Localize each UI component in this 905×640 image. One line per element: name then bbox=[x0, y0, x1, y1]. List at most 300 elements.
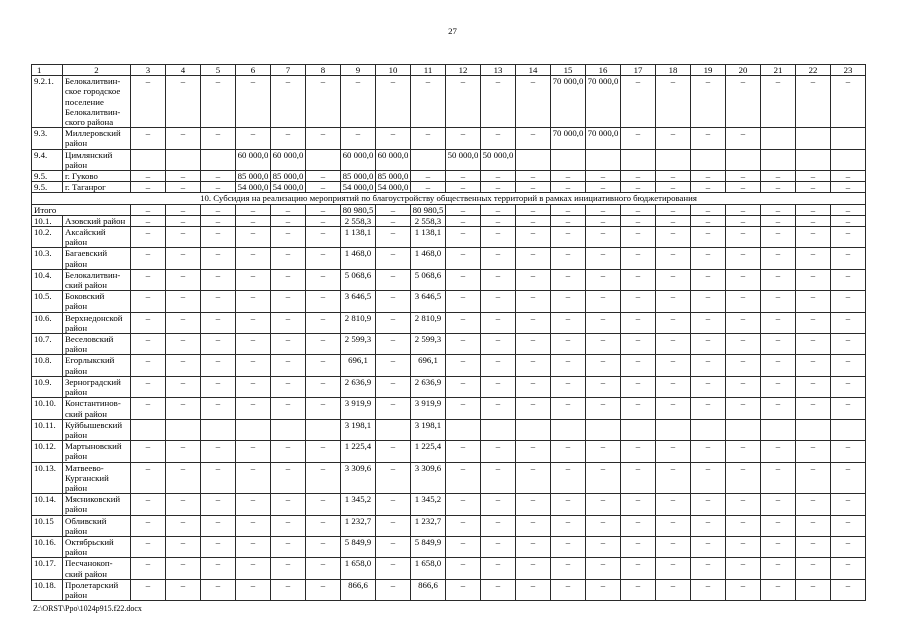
value-cell: – bbox=[201, 269, 236, 290]
value-cell: 2 810,9 bbox=[411, 312, 446, 333]
value-cell: – bbox=[271, 558, 306, 579]
value-cell: – bbox=[586, 334, 621, 355]
value-cell: – bbox=[376, 579, 411, 600]
column-number-cell: 23 bbox=[831, 65, 866, 76]
territory-name-cell: Пролетарский район bbox=[63, 579, 131, 600]
territory-name-cell: Константинов- ский район bbox=[63, 398, 131, 419]
value-cell: – bbox=[761, 536, 796, 557]
value-cell: – bbox=[306, 291, 341, 312]
value-cell: 70 000,0 bbox=[586, 128, 621, 149]
value-cell: – bbox=[376, 462, 411, 494]
value-cell: – bbox=[726, 128, 761, 149]
value-cell: – bbox=[726, 398, 761, 419]
total-label-cell: Итого bbox=[32, 204, 131, 215]
table-row bbox=[32, 579, 866, 600]
value-cell: – bbox=[271, 312, 306, 333]
value-cell: – bbox=[726, 227, 761, 248]
row-number-cell: 10.9. bbox=[32, 376, 63, 397]
row-number-cell: 10.14. bbox=[32, 494, 63, 515]
value-cell: 3 309,6 bbox=[341, 462, 376, 494]
value-cell: – bbox=[201, 204, 236, 215]
column-number-cell: 21 bbox=[761, 65, 796, 76]
value-cell: – bbox=[446, 355, 481, 376]
value-cell bbox=[271, 419, 306, 440]
value-cell: – bbox=[551, 579, 586, 600]
value-cell: – bbox=[271, 462, 306, 494]
value-cell: – bbox=[271, 204, 306, 215]
value-cell: – bbox=[306, 334, 341, 355]
value-cell bbox=[726, 149, 761, 170]
row-number-cell: 10.17. bbox=[32, 558, 63, 579]
value-cell: – bbox=[726, 182, 761, 193]
value-cell: – bbox=[516, 462, 551, 494]
value-cell: 70 000,0 bbox=[586, 76, 621, 128]
value-cell bbox=[236, 419, 271, 440]
value-cell: – bbox=[691, 376, 726, 397]
value-cell: – bbox=[516, 291, 551, 312]
value-cell: – bbox=[761, 494, 796, 515]
value-cell: – bbox=[446, 269, 481, 290]
value-cell: – bbox=[761, 398, 796, 419]
value-cell: 60 000,0 bbox=[236, 149, 271, 170]
value-cell: – bbox=[586, 291, 621, 312]
territory-name-cell: Мясниковский район bbox=[63, 494, 131, 515]
value-cell: 85 000,0 bbox=[271, 171, 306, 182]
row-number-cell: 10.1. bbox=[32, 215, 63, 226]
value-cell: – bbox=[621, 579, 656, 600]
value-cell: – bbox=[656, 76, 691, 128]
value-cell: – bbox=[656, 398, 691, 419]
value-cell: – bbox=[656, 355, 691, 376]
value-cell: – bbox=[621, 248, 656, 269]
value-cell: – bbox=[236, 204, 271, 215]
value-cell: – bbox=[831, 462, 866, 494]
table-body bbox=[32, 76, 866, 601]
value-cell: – bbox=[831, 312, 866, 333]
value-cell: – bbox=[131, 248, 166, 269]
value-cell: – bbox=[761, 291, 796, 312]
value-cell: – bbox=[481, 215, 516, 226]
column-number-cell: 14 bbox=[516, 65, 551, 76]
value-cell: – bbox=[691, 441, 726, 462]
value-cell: – bbox=[376, 227, 411, 248]
value-cell: – bbox=[551, 215, 586, 226]
value-cell: – bbox=[166, 171, 201, 182]
value-cell: – bbox=[656, 536, 691, 557]
value-cell: – bbox=[131, 515, 166, 536]
value-cell: – bbox=[166, 334, 201, 355]
value-cell: – bbox=[586, 312, 621, 333]
value-cell: – bbox=[586, 536, 621, 557]
value-cell: – bbox=[306, 536, 341, 557]
table-row bbox=[32, 536, 866, 557]
value-cell: – bbox=[656, 269, 691, 290]
value-cell: – bbox=[831, 171, 866, 182]
value-cell: 85 000,0 bbox=[341, 171, 376, 182]
value-cell: – bbox=[621, 76, 656, 128]
value-cell: – bbox=[586, 355, 621, 376]
value-cell: – bbox=[481, 579, 516, 600]
value-cell bbox=[586, 419, 621, 440]
value-cell: – bbox=[306, 227, 341, 248]
value-cell: 2 636,9 bbox=[411, 376, 446, 397]
value-cell: – bbox=[166, 398, 201, 419]
value-cell: 2 558,3 bbox=[411, 215, 446, 226]
value-cell: – bbox=[166, 441, 201, 462]
value-cell: – bbox=[131, 227, 166, 248]
value-cell: – bbox=[796, 171, 831, 182]
column-number-cell: 1 bbox=[32, 65, 63, 76]
value-cell: – bbox=[586, 204, 621, 215]
table-row bbox=[32, 149, 866, 170]
value-cell: 1 232,7 bbox=[411, 515, 446, 536]
value-cell: 3 309,6 bbox=[411, 462, 446, 494]
value-cell: – bbox=[691, 312, 726, 333]
value-cell: 1 225,4 bbox=[411, 441, 446, 462]
row-number-cell: 9.2.1. bbox=[32, 76, 63, 128]
value-cell: – bbox=[201, 248, 236, 269]
value-cell: – bbox=[446, 76, 481, 128]
value-cell: – bbox=[726, 515, 761, 536]
value-cell: – bbox=[411, 171, 446, 182]
table-row bbox=[32, 355, 866, 376]
column-number-cell: 9 bbox=[341, 65, 376, 76]
value-cell: – bbox=[621, 494, 656, 515]
value-cell: – bbox=[271, 536, 306, 557]
value-cell: – bbox=[831, 579, 866, 600]
table-row bbox=[32, 398, 866, 419]
value-cell: – bbox=[621, 182, 656, 193]
value-cell: – bbox=[376, 515, 411, 536]
value-cell: – bbox=[481, 128, 516, 149]
value-cell: – bbox=[271, 215, 306, 226]
value-cell: – bbox=[131, 76, 166, 128]
value-cell: – bbox=[131, 128, 166, 149]
value-cell: – bbox=[796, 579, 831, 600]
value-cell: – bbox=[306, 355, 341, 376]
value-cell: – bbox=[131, 558, 166, 579]
value-cell: – bbox=[306, 269, 341, 290]
value-cell: – bbox=[551, 171, 586, 182]
value-cell: 5 849,9 bbox=[341, 536, 376, 557]
value-cell: – bbox=[551, 376, 586, 397]
table-row bbox=[32, 334, 866, 355]
value-cell: – bbox=[166, 579, 201, 600]
value-cell: 70 000,0 bbox=[551, 128, 586, 149]
value-cell: – bbox=[621, 128, 656, 149]
value-cell: – bbox=[831, 76, 866, 128]
value-cell: – bbox=[446, 215, 481, 226]
value-cell: – bbox=[761, 441, 796, 462]
value-cell: – bbox=[376, 248, 411, 269]
value-cell: – bbox=[761, 215, 796, 226]
value-cell: – bbox=[796, 441, 831, 462]
value-cell: – bbox=[306, 515, 341, 536]
value-cell: – bbox=[376, 558, 411, 579]
value-cell: – bbox=[446, 248, 481, 269]
value-cell: – bbox=[236, 76, 271, 128]
value-cell: – bbox=[761, 515, 796, 536]
value-cell: 60 000,0 bbox=[271, 149, 306, 170]
value-cell: – bbox=[621, 291, 656, 312]
table-header bbox=[32, 65, 866, 76]
value-cell: – bbox=[831, 291, 866, 312]
value-cell: – bbox=[796, 355, 831, 376]
value-cell: – bbox=[131, 398, 166, 419]
value-cell: 1 658,0 bbox=[411, 558, 446, 579]
value-cell bbox=[621, 419, 656, 440]
value-cell: – bbox=[236, 355, 271, 376]
value-cell bbox=[166, 419, 201, 440]
value-cell: – bbox=[201, 579, 236, 600]
value-cell: 60 000,0 bbox=[376, 149, 411, 170]
value-cell: – bbox=[761, 355, 796, 376]
value-cell: – bbox=[306, 312, 341, 333]
value-cell: – bbox=[376, 334, 411, 355]
value-cell: 80 980,5 bbox=[341, 204, 376, 215]
value-cell: – bbox=[621, 227, 656, 248]
value-cell: – bbox=[236, 536, 271, 557]
value-cell bbox=[761, 149, 796, 170]
value-cell bbox=[411, 149, 446, 170]
value-cell: – bbox=[271, 441, 306, 462]
territory-name-cell: Азовский район bbox=[63, 215, 131, 226]
value-cell: – bbox=[446, 398, 481, 419]
value-cell: – bbox=[831, 441, 866, 462]
value-cell: 50 000,0 bbox=[481, 149, 516, 170]
value-cell: – bbox=[656, 312, 691, 333]
value-cell: – bbox=[516, 215, 551, 226]
value-cell: – bbox=[376, 376, 411, 397]
value-cell: 1 345,2 bbox=[341, 494, 376, 515]
value-cell: – bbox=[166, 215, 201, 226]
value-cell: – bbox=[481, 204, 516, 215]
value-cell bbox=[796, 149, 831, 170]
value-cell: – bbox=[796, 494, 831, 515]
territory-name-cell: г. Таганрог bbox=[63, 182, 131, 193]
value-cell: – bbox=[201, 76, 236, 128]
territory-name-cell: Куйбышевский район bbox=[63, 419, 131, 440]
column-number-cell: 7 bbox=[271, 65, 306, 76]
territory-name-cell: Мартыновский район bbox=[63, 441, 131, 462]
value-cell: – bbox=[796, 376, 831, 397]
budget-table bbox=[31, 64, 866, 601]
value-cell: – bbox=[551, 558, 586, 579]
value-cell: – bbox=[726, 204, 761, 215]
value-cell: 3 646,5 bbox=[411, 291, 446, 312]
value-cell: – bbox=[551, 291, 586, 312]
value-cell: – bbox=[761, 182, 796, 193]
row-number-cell: 10.15 bbox=[32, 515, 63, 536]
value-cell bbox=[761, 419, 796, 440]
value-cell: – bbox=[551, 355, 586, 376]
value-cell bbox=[831, 419, 866, 440]
value-cell: – bbox=[516, 269, 551, 290]
value-cell: – bbox=[516, 248, 551, 269]
value-cell: – bbox=[551, 334, 586, 355]
table-row bbox=[32, 376, 866, 397]
row-number-cell: 10.4. bbox=[32, 269, 63, 290]
value-cell: – bbox=[166, 312, 201, 333]
value-cell: – bbox=[481, 441, 516, 462]
value-cell: – bbox=[201, 494, 236, 515]
value-cell: – bbox=[446, 494, 481, 515]
value-cell: – bbox=[306, 376, 341, 397]
total-row bbox=[32, 204, 866, 215]
column-number-cell: 17 bbox=[621, 65, 656, 76]
value-cell: – bbox=[131, 204, 166, 215]
value-cell: – bbox=[691, 398, 726, 419]
value-cell: – bbox=[656, 515, 691, 536]
value-cell: – bbox=[516, 398, 551, 419]
value-cell: – bbox=[271, 269, 306, 290]
row-number-cell: 10.2. bbox=[32, 227, 63, 248]
value-cell: – bbox=[236, 398, 271, 419]
value-cell: – bbox=[761, 462, 796, 494]
value-cell: 3 919,9 bbox=[411, 398, 446, 419]
value-cell: 85 000,0 bbox=[376, 171, 411, 182]
value-cell: – bbox=[726, 76, 761, 128]
value-cell: – bbox=[796, 227, 831, 248]
value-cell: 2 599,3 bbox=[341, 334, 376, 355]
table-row bbox=[32, 441, 866, 462]
territory-name-cell: Егорлыкский район bbox=[63, 355, 131, 376]
value-cell: – bbox=[656, 376, 691, 397]
value-cell: – bbox=[761, 204, 796, 215]
value-cell: – bbox=[656, 171, 691, 182]
value-cell: – bbox=[726, 215, 761, 226]
value-cell: – bbox=[271, 579, 306, 600]
value-cell: – bbox=[691, 536, 726, 557]
table-row bbox=[32, 291, 866, 312]
value-cell: – bbox=[376, 76, 411, 128]
value-cell bbox=[481, 419, 516, 440]
value-cell: – bbox=[831, 376, 866, 397]
value-cell: – bbox=[166, 515, 201, 536]
value-cell: 696,1 bbox=[341, 355, 376, 376]
value-cell bbox=[376, 419, 411, 440]
value-cell: – bbox=[481, 494, 516, 515]
value-cell: – bbox=[271, 291, 306, 312]
value-cell: – bbox=[831, 398, 866, 419]
value-cell: – bbox=[201, 558, 236, 579]
value-cell: – bbox=[411, 76, 446, 128]
value-cell: – bbox=[306, 182, 341, 193]
value-cell: – bbox=[656, 494, 691, 515]
value-cell: – bbox=[691, 227, 726, 248]
column-number-cell: 4 bbox=[166, 65, 201, 76]
value-cell: – bbox=[446, 579, 481, 600]
value-cell: – bbox=[481, 291, 516, 312]
value-cell: – bbox=[796, 398, 831, 419]
row-number-cell: 9.5. bbox=[32, 171, 63, 182]
value-cell: – bbox=[796, 182, 831, 193]
value-cell: – bbox=[691, 579, 726, 600]
value-cell bbox=[306, 149, 341, 170]
value-cell: – bbox=[201, 536, 236, 557]
value-cell: – bbox=[131, 215, 166, 226]
value-cell: 3 198,1 bbox=[411, 419, 446, 440]
value-cell: – bbox=[831, 536, 866, 557]
value-cell: – bbox=[656, 215, 691, 226]
value-cell: – bbox=[131, 182, 166, 193]
value-cell: – bbox=[236, 312, 271, 333]
value-cell: – bbox=[656, 558, 691, 579]
value-cell: – bbox=[551, 441, 586, 462]
value-cell: – bbox=[656, 441, 691, 462]
value-cell: – bbox=[236, 494, 271, 515]
value-cell: – bbox=[831, 204, 866, 215]
value-cell: 80 980,5 bbox=[411, 204, 446, 215]
value-cell: – bbox=[691, 462, 726, 494]
value-cell: – bbox=[796, 312, 831, 333]
value-cell: – bbox=[446, 227, 481, 248]
value-cell: – bbox=[761, 312, 796, 333]
value-cell: – bbox=[376, 291, 411, 312]
column-number-cell: 8 bbox=[306, 65, 341, 76]
value-cell bbox=[551, 149, 586, 170]
value-cell: – bbox=[201, 227, 236, 248]
value-cell: – bbox=[481, 355, 516, 376]
value-cell: – bbox=[201, 462, 236, 494]
value-cell: – bbox=[306, 128, 341, 149]
value-cell: – bbox=[166, 462, 201, 494]
value-cell: – bbox=[656, 182, 691, 193]
value-cell: – bbox=[796, 462, 831, 494]
value-cell: – bbox=[551, 536, 586, 557]
value-cell: – bbox=[271, 376, 306, 397]
table-row bbox=[32, 419, 866, 440]
value-cell: – bbox=[516, 494, 551, 515]
value-cell: – bbox=[481, 227, 516, 248]
value-cell: – bbox=[831, 182, 866, 193]
value-cell: – bbox=[516, 334, 551, 355]
value-cell bbox=[131, 419, 166, 440]
value-cell: 696,1 bbox=[411, 355, 446, 376]
value-cell: – bbox=[481, 312, 516, 333]
territory-name-cell: Обливский район bbox=[63, 515, 131, 536]
row-number-cell: 10.10. bbox=[32, 398, 63, 419]
row-number-cell: 9.4. bbox=[32, 149, 63, 170]
value-cell: – bbox=[656, 334, 691, 355]
value-cell: – bbox=[691, 355, 726, 376]
value-cell: – bbox=[236, 334, 271, 355]
value-cell: – bbox=[131, 171, 166, 182]
territory-name-cell: Миллеровский район bbox=[63, 128, 131, 149]
value-cell: – bbox=[796, 291, 831, 312]
value-cell: – bbox=[551, 515, 586, 536]
territory-name-cell: г. Гуково bbox=[63, 171, 131, 182]
value-cell: – bbox=[796, 215, 831, 226]
value-cell: – bbox=[306, 248, 341, 269]
value-cell: – bbox=[306, 398, 341, 419]
value-cell: – bbox=[201, 515, 236, 536]
value-cell: – bbox=[831, 227, 866, 248]
value-cell: – bbox=[656, 128, 691, 149]
value-cell: – bbox=[586, 248, 621, 269]
value-cell: – bbox=[761, 558, 796, 579]
value-cell bbox=[551, 419, 586, 440]
table-row bbox=[32, 462, 866, 494]
value-cell: – bbox=[271, 248, 306, 269]
value-cell: – bbox=[726, 334, 761, 355]
column-number-cell: 22 bbox=[796, 65, 831, 76]
column-number-cell: 20 bbox=[726, 65, 761, 76]
value-cell: – bbox=[201, 312, 236, 333]
value-cell: – bbox=[761, 376, 796, 397]
value-cell: – bbox=[376, 398, 411, 419]
value-cell: – bbox=[446, 558, 481, 579]
